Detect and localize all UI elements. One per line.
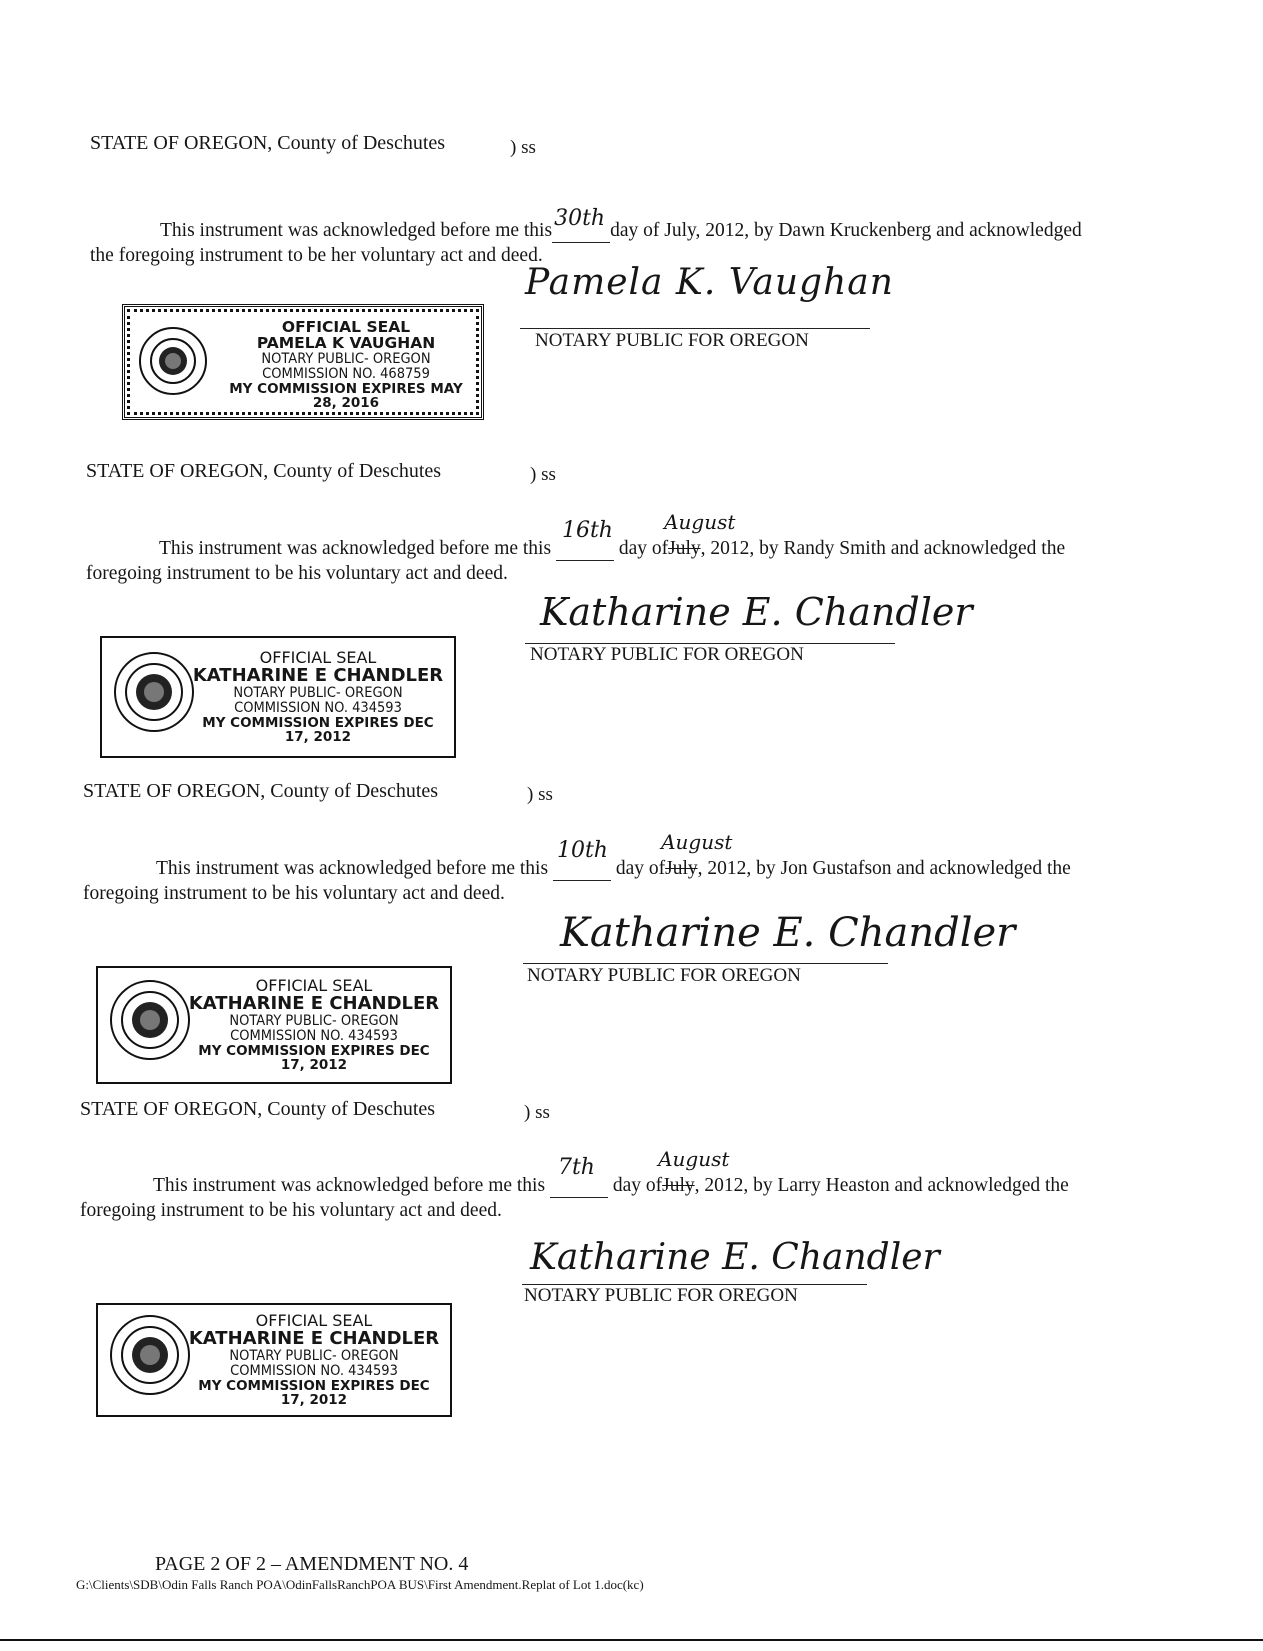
notary-signature: Katharine E. Chandler bbox=[560, 910, 1016, 956]
seal-expiration: MY COMMISSION EXPIRES DEC 17, 2012 bbox=[202, 715, 434, 746]
seal-expiration: MY COMMISSION EXPIRES DEC 17, 2012 bbox=[198, 1043, 430, 1074]
notary-public-label: NOTARY PUBLIC FOR OREGON bbox=[524, 1285, 798, 1306]
signature-line bbox=[520, 328, 870, 329]
oregon-seal-icon bbox=[141, 329, 205, 393]
seal-commission-number: COMMISSION NO. 434593 bbox=[230, 1027, 398, 1044]
oregon-seal-icon bbox=[112, 1317, 188, 1393]
notary-signature: Katharine E. Chandler bbox=[540, 590, 973, 634]
ack-text-post: day of July, 2012, by Dawn Kruckenberg and acknowledged bbox=[610, 220, 1082, 241]
acknowledgment-line-2: foregoing instrument to be his voluntary act and deed. bbox=[80, 1200, 502, 1221]
month-handwritten: August bbox=[661, 830, 733, 854]
ss-marker: ) ss bbox=[527, 784, 553, 805]
acknowledgment-line-1 bbox=[160, 206, 1082, 243]
ack-text-mid: day of bbox=[615, 858, 666, 879]
notary-signature: Katharine E. Chandler bbox=[530, 1237, 940, 1278]
seal-official-seal: OFFICIAL SEAL bbox=[255, 976, 373, 995]
official-notary-seal bbox=[96, 966, 452, 1084]
ack-text-post: , 2012, by Randy Smith and acknowledged the bbox=[700, 538, 1066, 559]
seal-official-seal: OFFICIAL SEAL bbox=[281, 318, 411, 336]
day-handwritten: 30th bbox=[554, 206, 606, 231]
acknowledgment-line-1 bbox=[156, 830, 1071, 881]
file-path-footer: G:\Clients\SDB\Odin Falls Ranch POA\OdinFallsRanchPOA BUS\First Amendment.Replat of Lot 1.doc(kc) bbox=[76, 1577, 644, 1592]
notary-signature: Pamela K. Vaughan bbox=[525, 262, 894, 303]
seal-notary-public: NOTARY PUBLIC- OREGON bbox=[229, 1347, 399, 1364]
month-handwritten: August bbox=[664, 510, 736, 534]
notary-public-label: NOTARY PUBLIC FOR OREGON bbox=[530, 644, 804, 665]
acknowledgment-line-1 bbox=[153, 1147, 1069, 1198]
ss-marker: ) ss bbox=[530, 464, 556, 485]
oregon-seal-icon bbox=[116, 654, 192, 730]
oregon-seal-icon bbox=[112, 982, 188, 1058]
seal-official-seal: OFFICIAL SEAL bbox=[259, 648, 377, 667]
day-blank bbox=[553, 838, 611, 881]
ss-marker: ) ss bbox=[524, 1102, 550, 1123]
ack-text-post: , 2012, by Larry Heaston and acknowledged the bbox=[694, 1175, 1069, 1196]
ack-text-pre: This instrument was acknowledged before me this bbox=[153, 1175, 546, 1196]
seal-commission-number: COMMISSION NO. 434593 bbox=[234, 699, 402, 716]
seal-notary-public: NOTARY PUBLIC- OREGON bbox=[229, 1012, 399, 1029]
day-blank bbox=[556, 518, 614, 561]
signature-line bbox=[523, 963, 888, 964]
month-struck: July bbox=[665, 858, 698, 879]
ack-text-pre: This instrument was acknowledged before me this bbox=[159, 538, 552, 559]
acknowledgment-line-2: the foregoing instrument to be her voluntary act and deed. bbox=[90, 245, 543, 266]
state-county-heading: STATE OF OREGON, County of Deschutes bbox=[90, 132, 446, 154]
state-county-heading: STATE OF OREGON, County of Deschutes bbox=[80, 1098, 436, 1120]
seal-notary-name: KATHARINE E CHANDLER bbox=[188, 1327, 440, 1349]
page-footer-label: PAGE 2 OF 2 – AMENDMENT NO. 4 bbox=[155, 1553, 469, 1575]
ack-text-pre: This instrument was acknowledged before me this bbox=[160, 220, 553, 241]
month-struck: July bbox=[662, 1175, 695, 1196]
state-county-heading: STATE OF OREGON, County of Deschutes bbox=[86, 460, 442, 482]
seal-notary-name: PAMELA K VAUGHAN bbox=[256, 334, 436, 353]
seal-notary-public: NOTARY PUBLIC- OREGON bbox=[233, 684, 403, 701]
state-seal-emblem bbox=[139, 327, 207, 395]
state-county-heading: STATE OF OREGON, County of Deschutes bbox=[83, 780, 439, 802]
notary-public-label: NOTARY PUBLIC FOR OREGON bbox=[527, 965, 801, 986]
day-handwritten: 10th bbox=[556, 838, 608, 863]
seal-notary-name: KATHARINE E CHANDLER bbox=[192, 664, 444, 686]
seal-notary-public: NOTARY PUBLIC- OREGON bbox=[261, 350, 431, 367]
acknowledgment-line-1 bbox=[159, 510, 1066, 561]
seal-commission-number: COMMISSION NO. 434593 bbox=[230, 1362, 398, 1379]
acknowledgment-line-2: foregoing instrument to be his voluntary act and deed. bbox=[83, 883, 505, 904]
seal-official-seal: OFFICIAL SEAL bbox=[255, 1311, 373, 1330]
ack-text-pre: This instrument was acknowledged before me this bbox=[156, 858, 549, 879]
day-blank bbox=[550, 1155, 608, 1198]
seal-expiration: MY COMMISSION EXPIRES DEC 17, 2012 bbox=[198, 1378, 430, 1409]
state-seal-emblem bbox=[110, 1315, 190, 1395]
seal-notary-name: KATHARINE E CHANDLER bbox=[188, 992, 440, 1014]
state-seal-emblem bbox=[114, 652, 194, 732]
notary-public-label: NOTARY PUBLIC FOR OREGON bbox=[535, 330, 809, 351]
day-blank bbox=[552, 206, 610, 243]
seal-expiration: MY COMMISSION EXPIRES MAY 28, 2016 bbox=[229, 380, 463, 412]
ack-text-mid: day of bbox=[612, 1175, 663, 1196]
month-handwritten: August bbox=[658, 1147, 730, 1171]
seal-commission-number: COMMISSION NO. 468759 bbox=[262, 365, 430, 382]
page-bottom-rule bbox=[0, 1639, 1263, 1641]
official-notary-seal bbox=[100, 636, 456, 758]
official-notary-seal bbox=[96, 1303, 452, 1417]
official-notary-seal bbox=[122, 304, 484, 420]
ack-text-post: , 2012, by Jon Gustafson and acknowledged the bbox=[697, 858, 1071, 879]
day-handwritten: 7th bbox=[557, 1155, 595, 1180]
acknowledgment-line-2: foregoing instrument to be his voluntary act and deed. bbox=[86, 563, 508, 584]
month-struck: July bbox=[668, 538, 701, 559]
ss-marker: ) ss bbox=[510, 137, 536, 158]
state-seal-emblem bbox=[110, 980, 190, 1060]
day-handwritten: 16th bbox=[561, 518, 613, 543]
ack-text-mid: day of bbox=[618, 538, 669, 559]
